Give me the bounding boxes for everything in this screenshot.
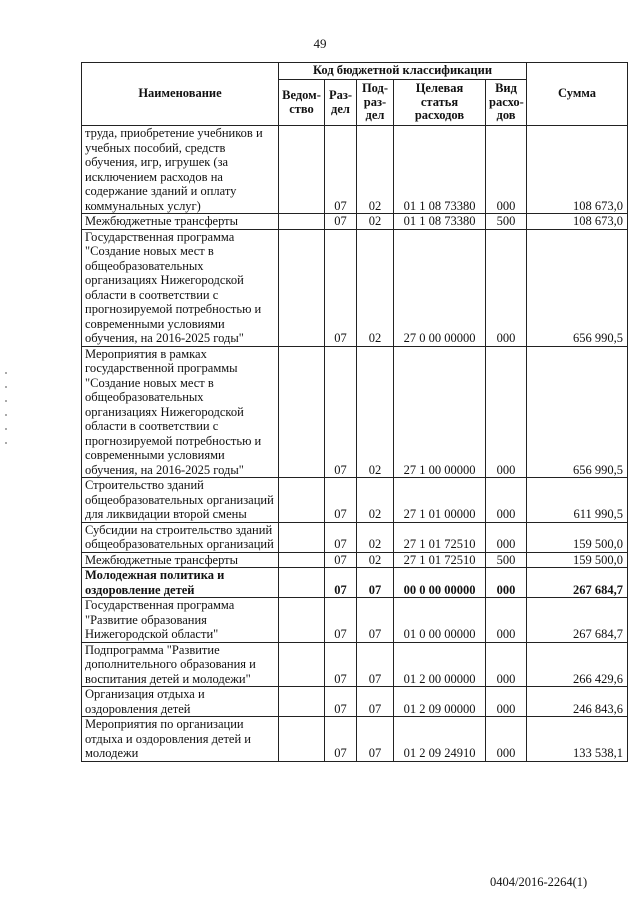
row-razdel: 07 bbox=[325, 229, 357, 346]
row-razdel: 07 bbox=[325, 522, 357, 552]
row-vedomstvo bbox=[279, 717, 325, 762]
row-target-article: 00 0 00 00000 bbox=[394, 568, 486, 598]
row-sum: 266 429,6 bbox=[527, 642, 628, 687]
row-expense-type: 000 bbox=[486, 346, 527, 478]
table-row bbox=[82, 568, 628, 598]
row-sum: 133 538,1 bbox=[527, 717, 628, 762]
row-target-article: 27 1 01 72510 bbox=[394, 552, 486, 568]
row-name: труда, приобретение учебников и учебных пособий, средств обучения, игр, игрушек (за исключением расходов на содержание зданий и оплату коммунальных услуг) bbox=[82, 126, 279, 214]
row-sum: 108 673,0 bbox=[527, 214, 628, 230]
row-name: Строительство зданий общеобразовательных организаций для ликвидации второй смены bbox=[82, 478, 279, 523]
row-expense-type: 000 bbox=[486, 229, 527, 346]
row-podrazdel: 02 bbox=[357, 522, 394, 552]
row-vedomstvo bbox=[279, 568, 325, 598]
budget-table bbox=[81, 62, 628, 762]
row-target-article: 01 2 00 00000 bbox=[394, 642, 486, 687]
row-target-article: 01 1 08 73380 bbox=[394, 126, 486, 214]
table-row bbox=[82, 552, 628, 568]
row-razdel: 07 bbox=[325, 346, 357, 478]
row-sum: 267 684,7 bbox=[527, 568, 628, 598]
table-row bbox=[82, 229, 628, 346]
row-podrazdel: 02 bbox=[357, 478, 394, 523]
row-name: Молодежная политика и оздоровление детей bbox=[82, 568, 279, 598]
header-target-article: Целевая статья расходов bbox=[394, 80, 486, 126]
row-target-article: 01 2 09 24910 bbox=[394, 717, 486, 762]
table-row bbox=[82, 478, 628, 523]
row-expense-type: 500 bbox=[486, 214, 527, 230]
row-target-article: 01 2 09 00000 bbox=[394, 687, 486, 717]
row-target-article: 27 0 00 00000 bbox=[394, 229, 486, 346]
row-podrazdel: 07 bbox=[357, 717, 394, 762]
row-sum: 159 500,0 bbox=[527, 552, 628, 568]
header-podrazdel: Под-раз-дел bbox=[357, 80, 394, 126]
row-expense-type: 000 bbox=[486, 687, 527, 717]
row-vedomstvo bbox=[279, 642, 325, 687]
row-razdel: 07 bbox=[325, 214, 357, 230]
row-name: Государственная программа "Создание новых мест в общеобразовательных организациях Нижегородской области в соответствии с прогнозируемой потребностью и современными условиями обучения, на 2016-2025 годы" bbox=[82, 229, 279, 346]
row-name: Мероприятия по организации отдыха и оздоровления детей и молодежи bbox=[82, 717, 279, 762]
row-target-article: 27 1 00 00000 bbox=[394, 346, 486, 478]
row-expense-type: 000 bbox=[486, 717, 527, 762]
row-podrazdel: 07 bbox=[357, 687, 394, 717]
row-target-article: 27 1 01 72510 bbox=[394, 522, 486, 552]
row-vedomstvo bbox=[279, 478, 325, 523]
row-target-article: 27 1 01 00000 bbox=[394, 478, 486, 523]
row-sum: 267 684,7 bbox=[527, 598, 628, 643]
row-expense-type: 000 bbox=[486, 522, 527, 552]
header-vedomstvo: Ведом-ство bbox=[279, 80, 325, 126]
row-razdel: 07 bbox=[325, 552, 357, 568]
row-razdel: 07 bbox=[325, 717, 357, 762]
row-podrazdel: 07 bbox=[357, 568, 394, 598]
table-row bbox=[82, 717, 628, 762]
row-vedomstvo bbox=[279, 229, 325, 346]
row-vedomstvo bbox=[279, 522, 325, 552]
header-name: Наименование bbox=[82, 63, 279, 126]
header-expense-type: Вид расхо-дов bbox=[486, 80, 527, 126]
row-name: Межбюджетные трансферты bbox=[82, 214, 279, 230]
row-vedomstvo bbox=[279, 687, 325, 717]
row-vedomstvo bbox=[279, 214, 325, 230]
row-expense-type: 000 bbox=[486, 598, 527, 643]
row-razdel: 07 bbox=[325, 478, 357, 523]
row-vedomstvo bbox=[279, 598, 325, 643]
table-row bbox=[82, 522, 628, 552]
row-sum: 656 990,5 bbox=[527, 229, 628, 346]
row-sum: 159 500,0 bbox=[527, 522, 628, 552]
row-expense-type: 000 bbox=[486, 642, 527, 687]
table-header bbox=[82, 63, 628, 126]
scan-margin-marks bbox=[5, 360, 11, 490]
row-expense-type: 000 bbox=[486, 568, 527, 598]
row-sum: 246 843,6 bbox=[527, 687, 628, 717]
row-podrazdel: 02 bbox=[357, 346, 394, 478]
table-row bbox=[82, 214, 628, 230]
row-vedomstvo bbox=[279, 346, 325, 478]
row-name: Организация отдыха и оздоровления детей bbox=[82, 687, 279, 717]
table-body bbox=[82, 126, 628, 762]
header-sum: Сумма bbox=[527, 63, 628, 126]
row-podrazdel: 02 bbox=[357, 126, 394, 214]
row-razdel: 07 bbox=[325, 598, 357, 643]
row-podrazdel: 02 bbox=[357, 214, 394, 230]
row-razdel: 07 bbox=[325, 642, 357, 687]
table-row bbox=[82, 687, 628, 717]
row-name: Мероприятия в рамках государственной программы "Создание новых мест в общеобразовательных организациях Нижегородской области в соответствии с прогнозируемой потребностью и современными условиями обучения, на 2016-2025 годы" bbox=[82, 346, 279, 478]
row-podrazdel: 02 bbox=[357, 552, 394, 568]
header-razdel: Раз-дел bbox=[325, 80, 357, 126]
table-row bbox=[82, 642, 628, 687]
row-target-article: 01 1 08 73380 bbox=[394, 214, 486, 230]
table-row bbox=[82, 346, 628, 478]
row-razdel: 07 bbox=[325, 687, 357, 717]
row-expense-type: 000 bbox=[486, 126, 527, 214]
row-podrazdel: 02 bbox=[357, 229, 394, 346]
header-classification-group: Код бюджетной классификации bbox=[279, 63, 527, 80]
row-podrazdel: 07 bbox=[357, 642, 394, 687]
row-sum: 656 990,5 bbox=[527, 346, 628, 478]
row-name: Государственная программа "Развитие образования Нижегородской области" bbox=[82, 598, 279, 643]
page-number: 49 bbox=[313, 36, 327, 51]
row-name: Межбюджетные трансферты bbox=[82, 552, 279, 568]
table-row bbox=[82, 126, 628, 214]
row-vedomstvo bbox=[279, 552, 325, 568]
row-razdel: 07 bbox=[325, 568, 357, 598]
row-name: Субсидии на строительство зданий общеобразовательных организаций bbox=[82, 522, 279, 552]
row-vedomstvo bbox=[279, 126, 325, 214]
table-row bbox=[82, 598, 628, 643]
row-podrazdel: 07 bbox=[357, 598, 394, 643]
row-expense-type: 000 bbox=[486, 478, 527, 523]
row-name: Подпрограмма "Развитие дополнительного образования и воспитания детей и молодежи" bbox=[82, 642, 279, 687]
row-sum: 611 990,5 bbox=[527, 478, 628, 523]
document-code: 0404/2016-2264(1) bbox=[490, 875, 588, 889]
row-razdel: 07 bbox=[325, 126, 357, 214]
row-target-article: 01 0 00 00000 bbox=[394, 598, 486, 643]
row-sum: 108 673,0 bbox=[527, 126, 628, 214]
row-expense-type: 500 bbox=[486, 552, 527, 568]
